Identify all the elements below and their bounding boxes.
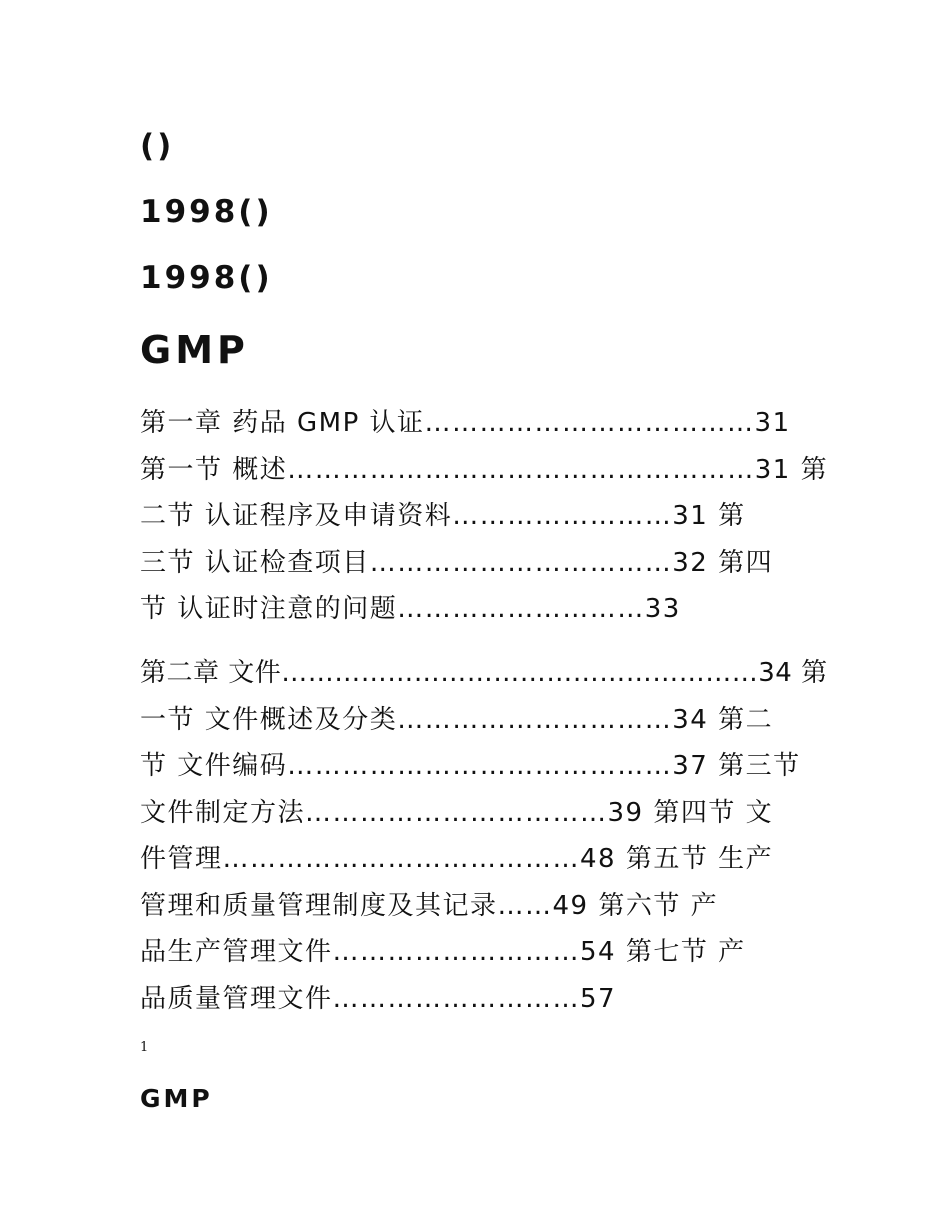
heading-year-2: 1998() bbox=[140, 260, 273, 296]
toc-line: 品生产管理文件………………………54 第七节 产 bbox=[140, 937, 746, 967]
toc-line: 文件制定方法……………………………39 第四节 文 bbox=[140, 797, 774, 828]
heading-parentheses: () bbox=[140, 128, 175, 164]
toc-line: 节 认证时注意的问题………………………33 bbox=[140, 594, 681, 624]
heading-gmp: GMP bbox=[140, 328, 249, 372]
toc-line: 第一章 药品 GMP 认证………………………………31 bbox=[140, 408, 791, 438]
toc-chapter-2 bbox=[140, 650, 830, 1022]
toc-line: 二节 认证程序及申请资料……………………31 第 bbox=[140, 501, 746, 531]
toc-line: 节 文件编码……………………………………37 第三节 bbox=[140, 751, 801, 781]
toc-line: 管理和质量管理制度及其记录……49 第六节 产 bbox=[140, 890, 719, 921]
toc-line: 三节 认证检查项目……………………………32 第四 bbox=[140, 547, 774, 578]
toc-chapter-1 bbox=[140, 400, 830, 633]
footer-gmp-heading: GMP bbox=[140, 1084, 213, 1113]
toc-line: 一节 文件概述及分类…………………………34 第二 bbox=[140, 704, 774, 735]
toc-line: 第二章 文件………………………………………………34 第 bbox=[140, 658, 828, 688]
toc-line: 件管理…………………………………48 第五节 生产 bbox=[140, 844, 774, 874]
heading-year-1: 1998() bbox=[140, 194, 273, 230]
page-number: 1 bbox=[140, 1040, 149, 1055]
toc-line: 第一节 概述……………………………………………31 第 bbox=[140, 454, 829, 485]
toc-line: 品质量管理文件………………………57 bbox=[140, 983, 617, 1014]
